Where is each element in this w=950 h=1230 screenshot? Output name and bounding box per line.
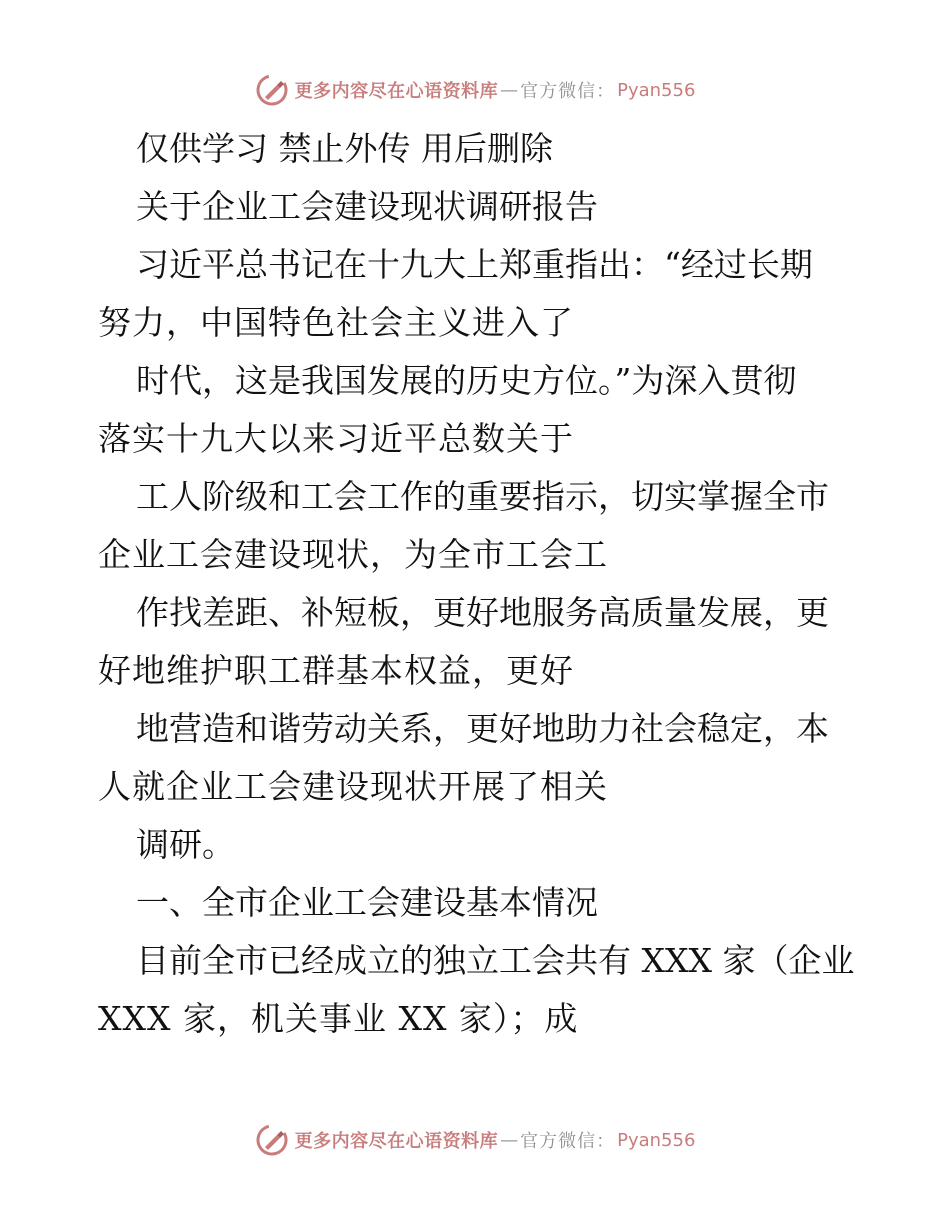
banner-main-text: 更多内容尽在心语资料库 xyxy=(294,81,499,102)
document-line: 企业工会建设现状，为全市工会工 xyxy=(98,535,608,574)
header-watermark-banner xyxy=(0,70,950,110)
document-line: 工人阶级和工会工作的重要指示，切实掌握全市 xyxy=(136,477,829,516)
document-title: 关于企业工会建设现状调研报告 xyxy=(136,187,598,226)
document-line: 目前全市已经成立的独立工会共有 XXX 家（企业 xyxy=(136,941,855,980)
document-line: 好地维护职工群基本权益，更好 xyxy=(98,651,574,690)
footer-watermark-banner xyxy=(0,1120,950,1160)
document-body xyxy=(98,120,858,1048)
document-line: XXX 家，机关事业 XX 家）；成 xyxy=(98,999,579,1038)
banner-dash: — xyxy=(500,1129,519,1151)
section-heading: 一、全市企业工会建设基本情况 xyxy=(136,883,598,922)
document-line: 仅供学习 禁止外传 用后删除 xyxy=(136,129,553,168)
document-line: 作找差距、补短板，更好地服务高质量发展，更 xyxy=(136,593,829,632)
banner-main-text: 更多内容尽在心语资料库 xyxy=(294,1131,499,1152)
banner-wechat-id: Pyan556 xyxy=(617,79,696,101)
document-line: 努力，中国特色社会主义进入了 xyxy=(98,303,574,342)
document-line: 地营造和谐劳动关系，更好地助力社会稳定，本 xyxy=(136,709,829,748)
document-line: 习近平总书记在十九大上郑重指出：“经过长期 xyxy=(136,245,813,284)
document-line: 落实十九大以来习近平总数关于 xyxy=(98,419,574,458)
banner-dash: — xyxy=(500,79,519,101)
document-line: 人就企业工会建设现状开展了相关 xyxy=(98,767,608,806)
pen-nib-logo-icon xyxy=(255,1123,289,1157)
pen-nib-logo-icon xyxy=(255,73,289,107)
banner-wechat-id: Pyan556 xyxy=(617,1129,696,1151)
banner-official-label: 官方微信： xyxy=(520,81,616,102)
banner-official-label: 官方微信： xyxy=(520,1131,616,1152)
document-line: 调研。 xyxy=(136,825,235,864)
document-line: 时代，这是我国发展的历史方位。”为深入贯彻 xyxy=(136,361,797,400)
